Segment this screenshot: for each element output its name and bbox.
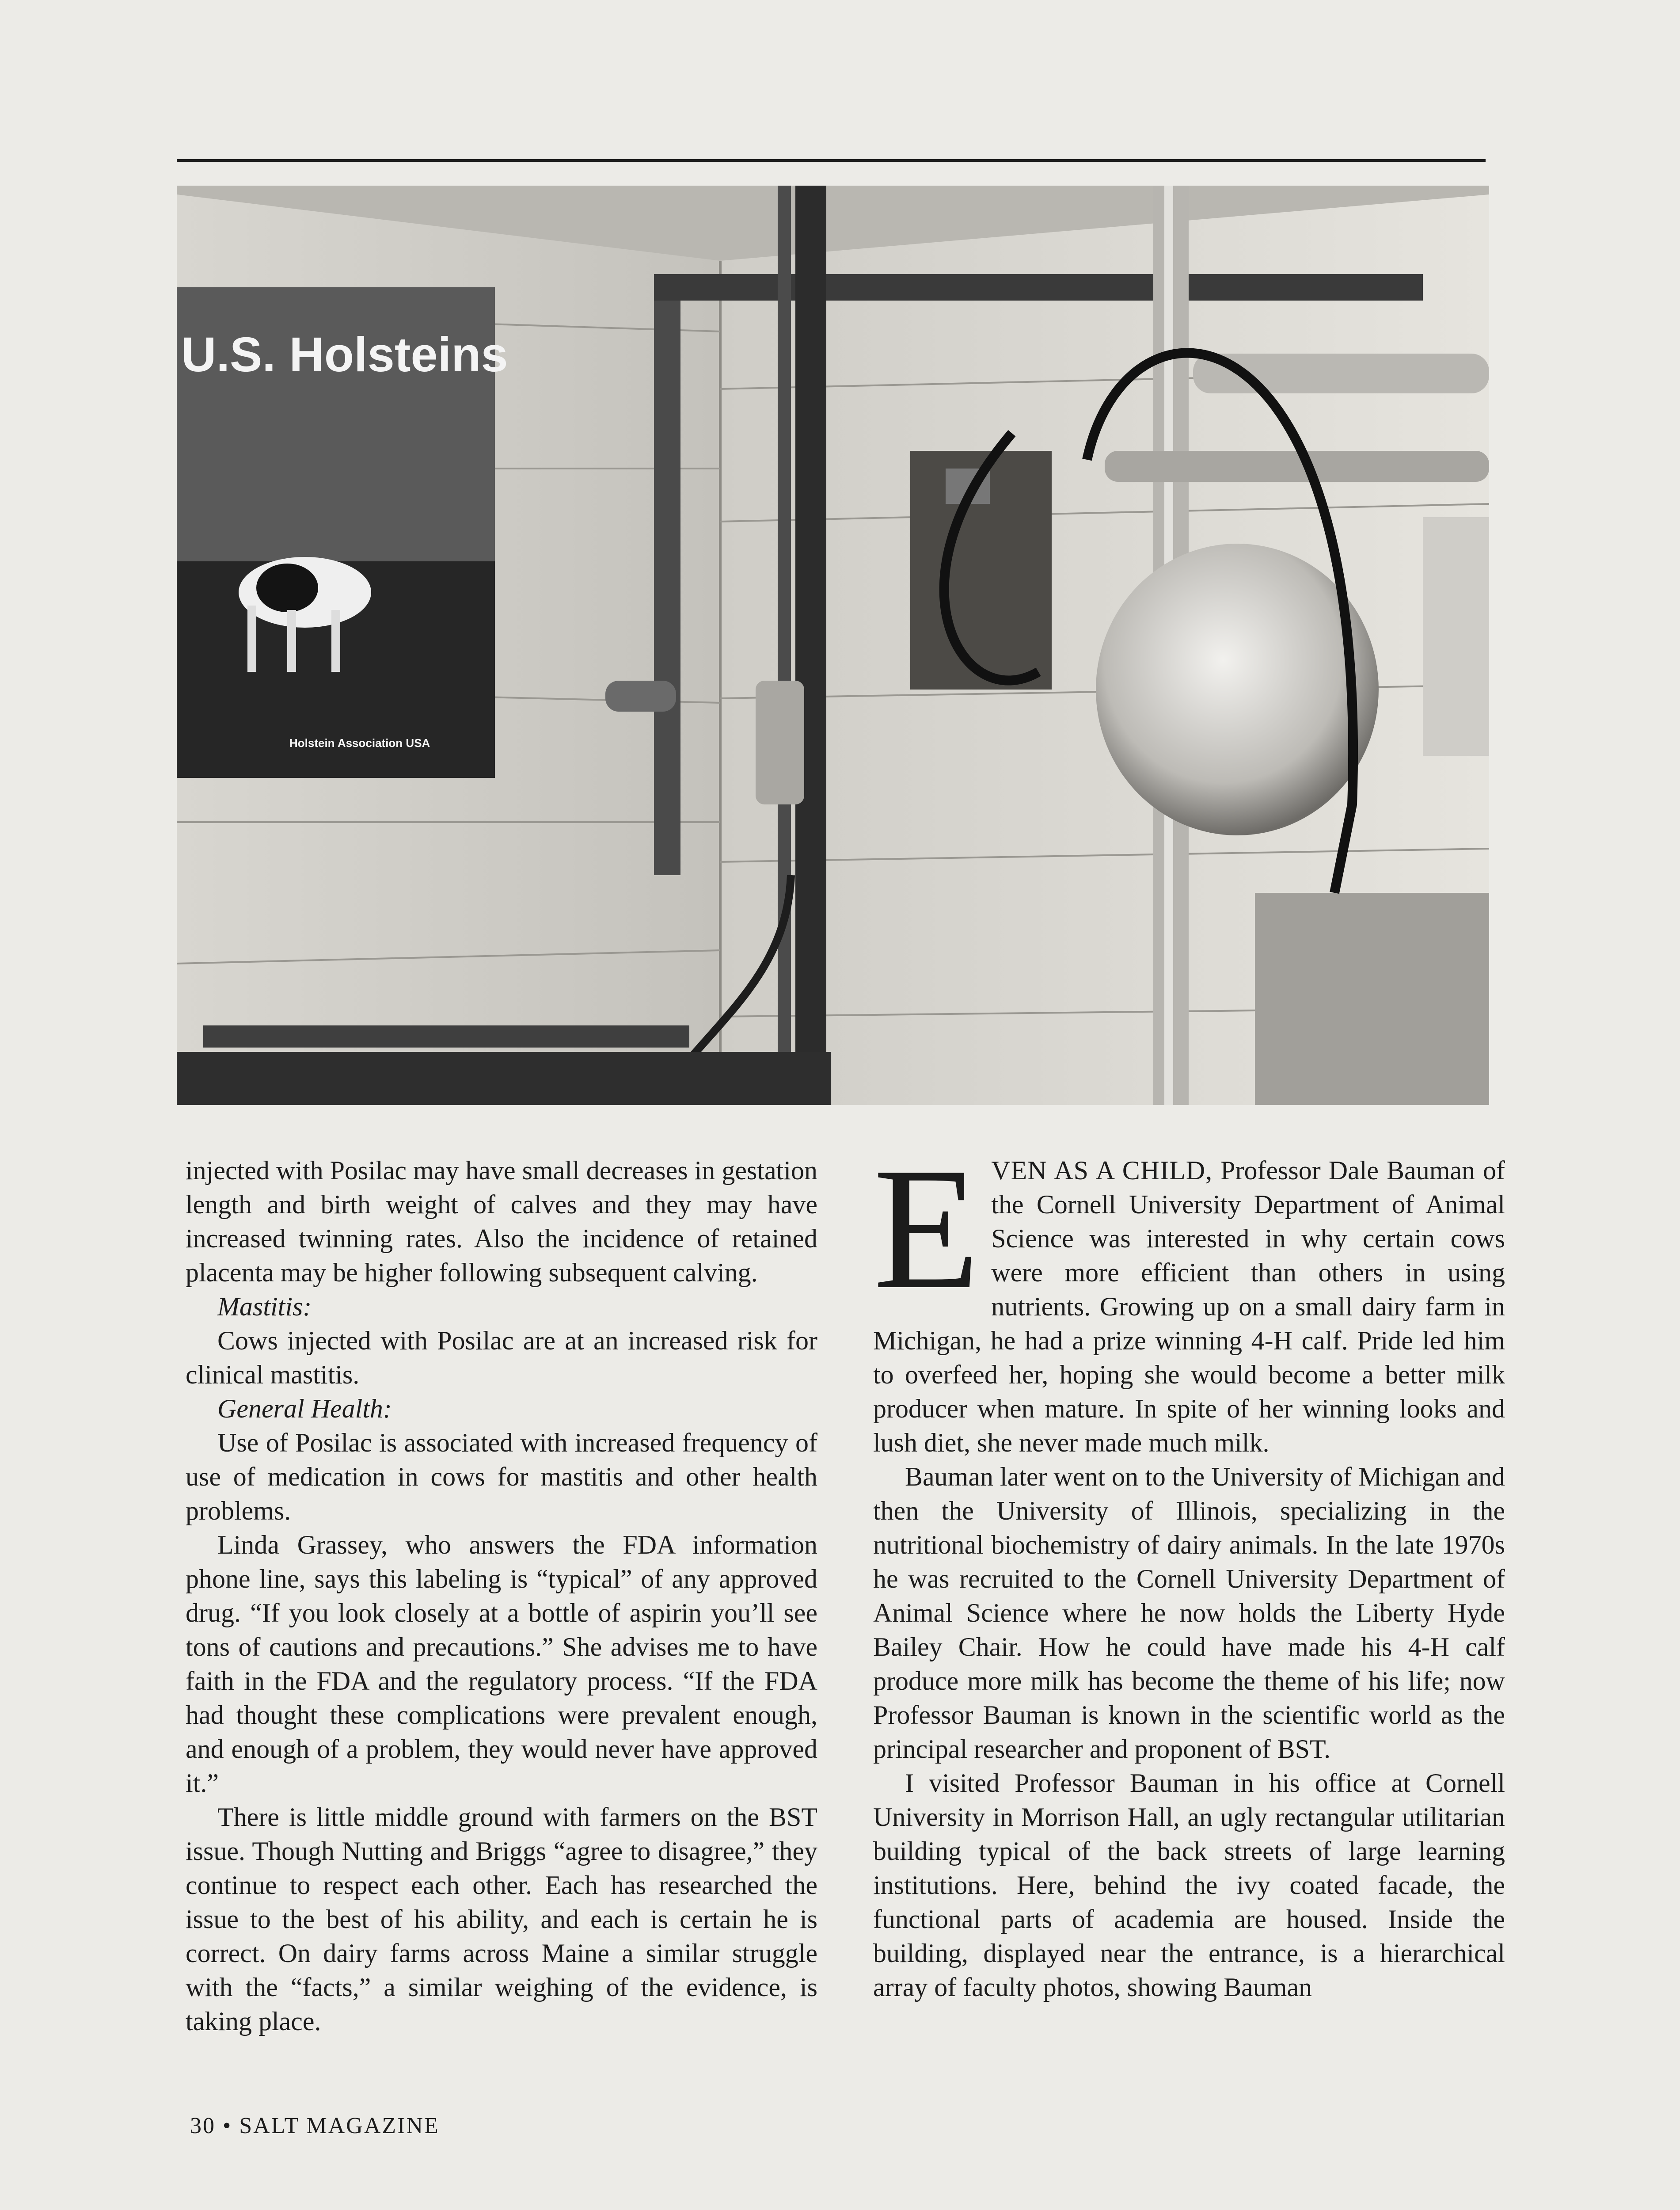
drop-cap: E xyxy=(873,1132,980,1325)
article-left-column xyxy=(186,1154,817,2039)
lead-paragraph-text: Professor Dale Bauman of the Cornell University Department of Animal Science was interested in why certain cows were more efficient than others in using nutrients. Growing up on a small dairy farm in Michigan, he had a prize winning 4-H calf. Pride led him to overfeed her, hoping she would become a better milk producer when mature. In spite of her winning looks and lush diet, she never made much milk. xyxy=(873,1156,1505,1457)
lead-in-caps: VEN AS A CHILD, xyxy=(991,1156,1213,1185)
paragraph: There is little middle ground with farmers on the BST issue. Though Nutting and Briggs “agree to disagree,” they continue to respect each other. Each has researched the issue to the best of his ability, and each is certain he is correct. On dairy farms across Maine a similar struggle with the “facts,” a similar weighing of the evidence, is taking place. xyxy=(186,1802,817,2036)
milking-room-photo xyxy=(177,186,1489,1105)
paragraph: Cows injected with Posilac are at an increased risk for clinical mastitis. xyxy=(186,1326,817,1389)
photo-illustration xyxy=(177,186,1489,1105)
paragraph: injected with Posilac may have small decreases in gestation length and birth weight of calves and they may have increased twinning rates. Also the incidence of retained placenta may be higher following subsequent calving. xyxy=(186,1156,817,1287)
poster-title: U.S. Holsteins xyxy=(181,328,508,382)
paragraph: Linda Grassey, who answers the FDA information phone line, says this labeling is “typical” of any approved drug. “If you look closely at a bottle of aspirin you’ll see tons of cautions and precautions.” She advises me to have faith in the FDA and the regulatory process. “If the FDA had thought these complications were prevalent enough, and enough of a problem, they would never have approved it.” xyxy=(186,1530,817,1798)
poster-credit: Holstein Association USA xyxy=(289,736,430,750)
page-folio: 30 • SALT MAGAZINE xyxy=(190,2113,440,2138)
subhead-mastitis: Mastitis: xyxy=(217,1292,312,1321)
top-rule xyxy=(177,159,1486,162)
article-right-column xyxy=(873,1132,1505,2004)
paragraph: Use of Posilac is associated with increased frequency of use of medication in cows for mastitis and other health problems. xyxy=(186,1428,817,1525)
subhead-general-health: General Health: xyxy=(217,1394,392,1423)
paragraph: Bauman later went on to the University of Michigan and then the University of Illinois, specializing in the nutritional biochemistry of dairy animals. In the late 1970s he was recruited to the Cornell University Department of Animal Science where he now holds the Liberty Hyde Bailey Chair. How he could have made his 4-H calf produce more milk has become the theme of his life; now Professor Bauman is known in the scientific world as the principal researcher and proponent of BST. xyxy=(873,1462,1505,1764)
lead-paragraph xyxy=(873,1132,1505,1460)
paragraph: I visited Professor Bauman in his office at Cornell University in Morrison Hall, an ugly rectangular utilitarian building typical of the back streets of large learning institutions. Here, behind the ivy coated facade, the functional parts of academia are housed. Inside the building, displayed near the entrance, is a hierarchical array of faculty photos, showing Bauman xyxy=(873,1768,1505,2002)
